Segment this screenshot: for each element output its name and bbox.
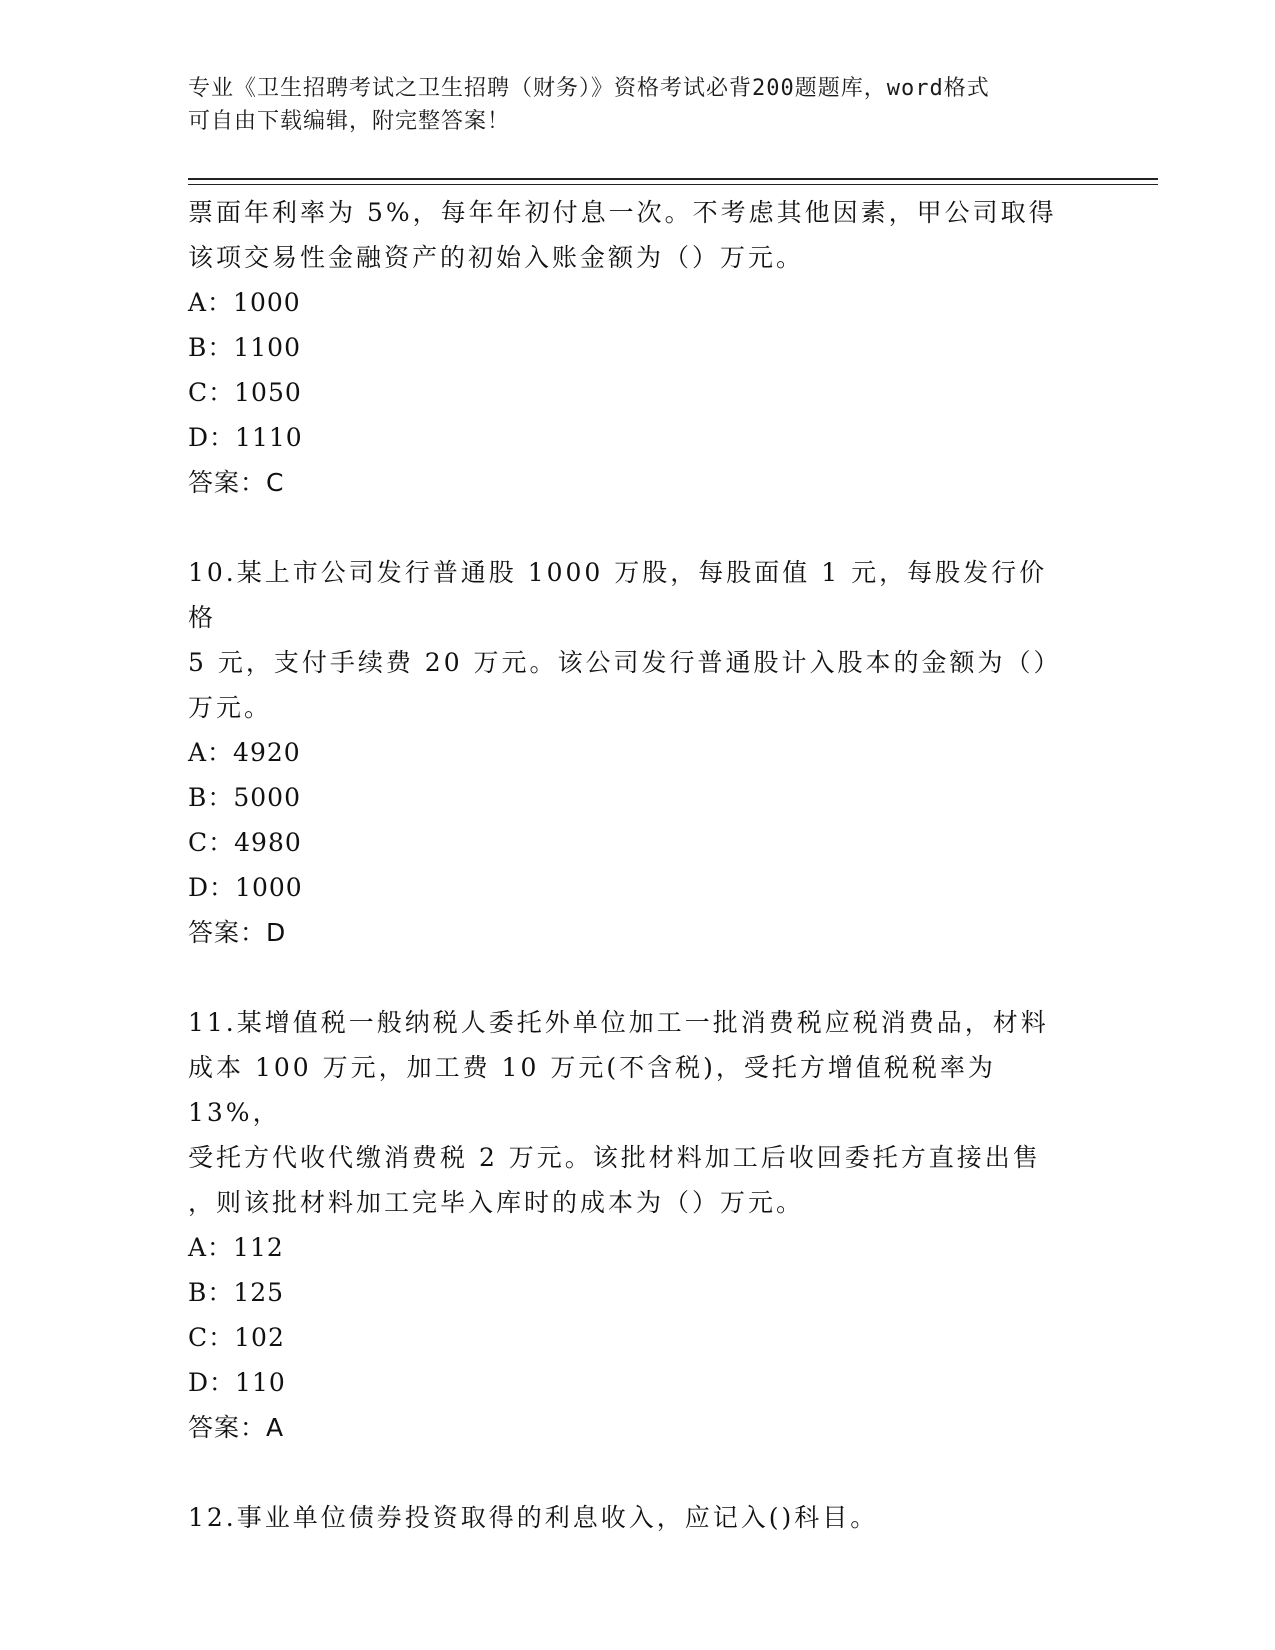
option-d: D：1000 [188,873,303,902]
question-stem-line: 10.某上市公司发行普通股 1000 万股，每股面值 1 元，每股发行价格 [188,558,1048,632]
question-stem-line: 票面年利率为 5%，每年年初付息一次。不考虑其他因素，甲公司取得 [188,198,1057,227]
header-line-1: 专业《卫生招聘考试之卫生招聘（财务）》资格考试必背200题题库，word格式 [188,76,990,101]
option-c: C：1050 [188,378,302,407]
question-stem-line: ，则该批材料加工完毕入库时的成本为（）万元。 [188,1188,805,1217]
answer-line: 答案：D [188,918,287,947]
option-a: A：1000 [188,288,301,317]
document-header [188,72,1068,138]
answer-line: 答案：C [188,468,285,497]
option-b: B：125 [188,1278,285,1307]
question-stem-line: 该项交易性金融资产的初始入账金额为（）万元。 [188,243,805,272]
question-stem-line: 5 元，支付手续费 20 万元。该公司发行普通股计入股本的金额为（） [188,648,1062,677]
header-divider-thick [188,178,1158,180]
question-9 [188,190,1068,505]
option-b: B：1100 [188,333,301,362]
question-stem-line: 12.事业单位债券投资取得的利息收入，应记入()科目。 [188,1503,879,1532]
option-b: B：5000 [188,783,301,812]
header-divider-thin [188,184,1158,185]
question-12 [188,1495,1068,1540]
question-content [188,190,1068,1540]
header-line-2: 可自由下载编辑，附完整答案！ [188,109,511,134]
question-stem-line: 成本 100 万元，加工费 10 万元(不含税)，受托方增值税税率为 13%， [188,1053,996,1127]
question-stem-line: 受托方代收代缴消费税 2 万元。该批材料加工后收回委托方直接出售 [188,1143,1041,1172]
option-d: D：110 [188,1368,286,1397]
option-c: C：102 [188,1323,285,1352]
question-stem-line: 11.某增值税一般纳税人委托外单位加工一批消费税应税消费品，材料 [188,1008,1049,1037]
option-d: D：1110 [188,423,303,452]
question-11 [188,1000,1068,1450]
option-a: A：112 [188,1233,284,1262]
question-10 [188,550,1068,955]
answer-line: 答案：A [188,1413,285,1442]
question-stem-line: 万元。 [188,693,273,722]
option-c: C：4980 [188,828,302,857]
option-a: A：4920 [188,738,301,767]
